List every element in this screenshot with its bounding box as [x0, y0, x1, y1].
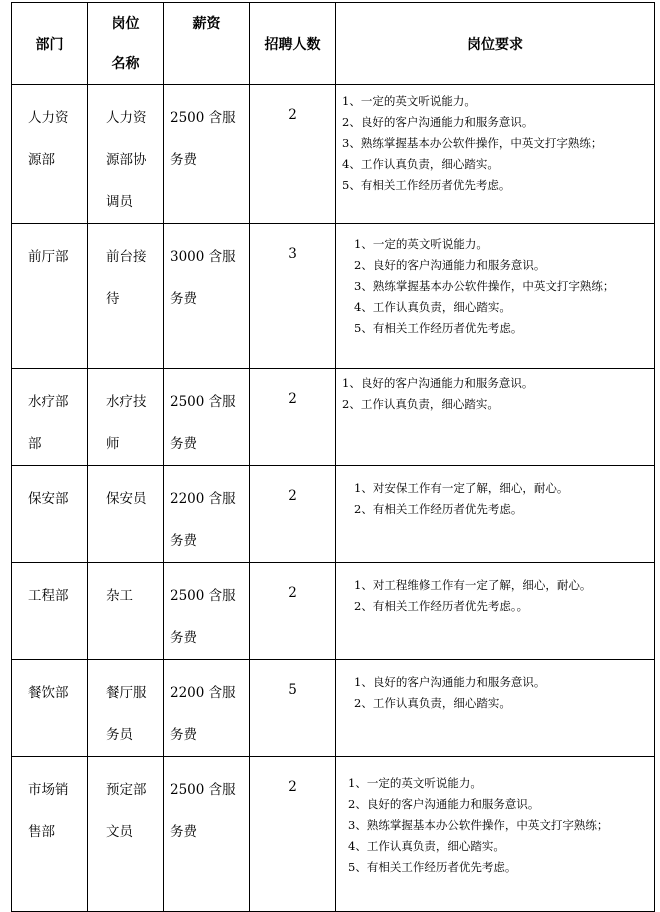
dept-name: 市场销售部	[28, 782, 69, 840]
requirements-cell	[336, 757, 655, 912]
dept-name: 水疗部部	[28, 394, 69, 452]
requirements-list	[336, 369, 654, 415]
header-position-text: 岗位名称	[111, 15, 140, 72]
position-name: 杂工	[106, 588, 133, 604]
requirement-item: 1、良好的客户沟通能力和服务意识。	[354, 675, 546, 689]
salary-cell	[164, 660, 250, 757]
hire-count: 2	[250, 757, 336, 912]
salary-cell	[164, 466, 250, 563]
requirement-item: 1、一定的英文听说能力。	[342, 94, 476, 108]
requirement-item: 2、有相关工作经历者优先考虑。。	[354, 599, 529, 613]
dept-name-cell	[12, 369, 88, 466]
dept-name-cell	[12, 660, 88, 757]
salary: 2500 含服务费	[170, 110, 236, 168]
dept-name-cell	[12, 466, 88, 563]
dept-name: 餐饮部	[28, 685, 69, 701]
requirement-item: 1、良好的客户沟通能力和服务意识。	[342, 376, 534, 390]
dept-name-cell	[12, 85, 88, 224]
dept-name-cell	[12, 757, 88, 912]
requirement-item: 2、良好的客户沟通能力和服务意识。	[342, 115, 534, 129]
salary: 2200 含服务费	[170, 491, 236, 549]
table-row	[12, 466, 655, 563]
hire-count: 5	[250, 660, 336, 757]
requirements-cell	[336, 369, 655, 466]
salary-cell	[164, 757, 250, 912]
position-name-cell	[88, 563, 164, 660]
salary-cell	[164, 85, 250, 224]
table-row	[12, 660, 655, 757]
position-name: 前台接待	[106, 249, 147, 307]
requirement-item: 1、一定的英文听说能力。	[354, 237, 488, 251]
requirements-list	[336, 85, 654, 196]
salary: 2500 含服务费	[170, 782, 236, 840]
requirements-cell	[336, 466, 655, 563]
requirement-item: 4、工作认真负责，细心踏实。	[354, 300, 511, 314]
salary-cell	[164, 224, 250, 369]
requirement-item: 1、一定的英文听说能力。	[348, 776, 482, 790]
requirements-list	[336, 757, 654, 878]
position-name: 保安员	[106, 491, 147, 507]
position-name: 人力资源部协调员	[106, 110, 147, 210]
dept-name: 前厅部	[28, 249, 69, 265]
requirement-item: 3、熟练掌握基本办公软件操作，中英文打字熟练；	[342, 136, 603, 150]
position-name: 水疗技师	[106, 394, 147, 452]
requirements-cell	[336, 224, 655, 369]
requirements-cell	[336, 660, 655, 757]
header-dept: 部门	[12, 3, 88, 85]
requirements-list	[336, 660, 654, 714]
table-row	[12, 757, 655, 912]
requirement-item: 3、熟练掌握基本办公软件操作，中英文打字熟练；	[354, 279, 615, 293]
dept-name: 人力资源部	[28, 110, 69, 168]
requirements-list	[336, 563, 654, 617]
requirement-item: 2、有相关工作经历者优先考虑。	[354, 502, 523, 516]
dept-name-cell	[12, 224, 88, 369]
hire-count: 3	[250, 224, 336, 369]
position-name: 餐厅服务员	[106, 685, 147, 743]
salary: 2500 含服务费	[170, 588, 236, 646]
requirement-item: 5、有相关工作经历者优先考虑。	[342, 178, 511, 192]
requirement-item: 3、熟练掌握基本办公软件操作，中英文打字熟练；	[348, 818, 609, 832]
table-row	[12, 85, 655, 224]
position-name-cell	[88, 466, 164, 563]
position-name-cell	[88, 85, 164, 224]
position-name-cell	[88, 369, 164, 466]
position-name-cell	[88, 757, 164, 912]
recruitment-table	[11, 2, 655, 912]
position-name-cell	[88, 224, 164, 369]
salary-cell	[164, 563, 250, 660]
requirements-cell	[336, 85, 655, 224]
requirements-list	[336, 224, 654, 339]
table-row	[12, 224, 655, 369]
requirement-item: 1、对工程维修工作有一定了解，细心，耐心。	[354, 578, 592, 592]
requirements-cell	[336, 563, 655, 660]
requirement-item: 4、工作认真负责，细心踏实。	[348, 839, 505, 853]
header-count: 招聘人数	[250, 3, 336, 85]
salary: 2500 含服务费	[170, 394, 236, 452]
dept-name: 工程部	[28, 588, 69, 604]
table-row	[12, 369, 655, 466]
header-position	[88, 3, 164, 85]
salary: 3000 含服务费	[170, 249, 236, 307]
requirement-item: 5、有相关工作经历者优先考虑。	[354, 321, 523, 335]
requirement-item: 2、工作认真负责，细心踏实。	[354, 696, 511, 710]
table-row	[12, 563, 655, 660]
dept-name: 保安部	[28, 491, 69, 507]
header-requirements: 岗位要求	[336, 3, 655, 85]
hire-count: 2	[250, 563, 336, 660]
dept-name-cell	[12, 563, 88, 660]
requirement-item: 1、对安保工作有一定了解，细心，耐心。	[354, 481, 569, 495]
hire-count: 2	[250, 85, 336, 224]
header-salary: 薪资	[164, 3, 250, 85]
requirement-item: 4、工作认真负责，细心踏实。	[342, 157, 499, 171]
salary-cell	[164, 369, 250, 466]
salary: 2200 含服务费	[170, 685, 236, 743]
requirement-item: 2、工作认真负责，细心踏实。	[342, 397, 499, 411]
hire-count: 2	[250, 466, 336, 563]
header-row	[12, 3, 655, 85]
requirement-item: 5、有相关工作经历者优先考虑。	[348, 860, 517, 874]
hire-count: 2	[250, 369, 336, 466]
requirements-list	[336, 466, 654, 520]
position-name: 预定部文员	[106, 782, 147, 840]
requirement-item: 2、良好的客户沟通能力和服务意识。	[354, 258, 546, 272]
position-name-cell	[88, 660, 164, 757]
requirement-item: 2、良好的客户沟通能力和服务意识。	[348, 797, 540, 811]
